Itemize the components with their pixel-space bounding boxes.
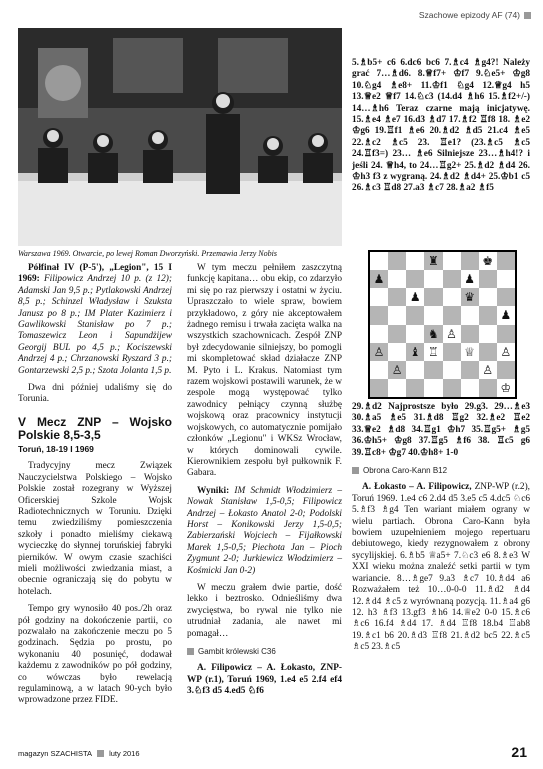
footer-square-icon xyxy=(97,750,104,757)
board-square: ♙ xyxy=(370,343,388,361)
paragraph-games: W meczu grałem dwie partie, dość lekko i beztrosko. Odnieśliśmy dwa zwycięstwa, bo rywal nie tylko nie utrudniał zadania, ale nawet mi pomagał… xyxy=(187,582,342,639)
board-square xyxy=(388,306,406,324)
board-square xyxy=(443,288,461,306)
historical-photo xyxy=(18,28,342,246)
board-square xyxy=(443,306,461,324)
section-subtitle: Toruń, 18-19 I 1969 xyxy=(18,443,94,454)
board-square xyxy=(388,325,406,343)
board-square xyxy=(388,288,406,306)
board-square: ♚ xyxy=(479,252,497,270)
board-square: ♖ xyxy=(424,343,442,361)
game-2-players: A. Łokasto – A. Filipowicz, xyxy=(362,482,472,493)
board-square xyxy=(461,306,479,324)
board-square xyxy=(406,361,424,379)
board-square xyxy=(406,325,424,343)
board-square: ♜ xyxy=(424,252,442,270)
footer-issue: luty 2016 xyxy=(109,749,140,758)
board-square xyxy=(388,270,406,288)
page-number: 21 xyxy=(511,744,527,760)
board-square xyxy=(443,343,461,361)
board-square: ♟ xyxy=(406,288,424,306)
column-3-top xyxy=(352,58,530,201)
board-square xyxy=(461,379,479,397)
board-square xyxy=(406,252,424,270)
column-3-bottom xyxy=(352,402,530,660)
header-square-icon xyxy=(524,12,531,19)
board-square xyxy=(497,325,515,343)
paragraph-match: Tradycyjny mecz Związek Nauczycielstwa Polskiego – Wojsko Polskie został rozegrany w Wyższej Oficerskiej Szkole Wojsk Radiotechnicznych w Toruniu. Dzięki temu zwiedziliśmy pomieszczenia szkoły i ponadto mieliśmy ciekawą wycieczkę do słynnej toruńskiej fabryki pierników. W owym czasie szachiści mieli możliwości zwiedzania miast, a obecnie ograniczają się do pobytu w hotelach. xyxy=(18,461,172,597)
board-square: ♙ xyxy=(443,325,461,343)
header-text: Szachowe epizody AF (74) xyxy=(418,10,520,20)
footer-magazine: magazyn SZACHISTA xyxy=(18,749,93,758)
game-2-opening: Obrona Caro-Kann B12 xyxy=(363,466,448,476)
board-square xyxy=(388,252,406,270)
paragraph-tempo: Tempo gry wynosiło 40 pos./2h oraz pół godziny na dokończenie partii, co pozwalało na zakończenie meczu po 5 godzinach. Sędzia po prostu, po wykonaniu 40 posunięć, dodawał każdemu z zawodników po pół godziny, co wówczas było rewelacją regulaminową, a w latach 90-ych było wprowadzone przez FIDE. xyxy=(18,604,172,706)
board-square xyxy=(479,288,497,306)
game-square-icon xyxy=(352,467,359,474)
board-square xyxy=(370,379,388,397)
board-square: ♞ xyxy=(424,325,442,343)
board-square xyxy=(424,361,442,379)
match-results xyxy=(187,486,342,577)
tournament-title: Półfinał IV (P-5'), „Legion", 15 I 1969: xyxy=(18,263,172,285)
board-square: ♙ xyxy=(479,361,497,379)
photo-illustration xyxy=(18,28,342,246)
game-1-info: ZNP-WP (r.1), Toruń 1969, 1.e4 e5 2.f4 ef4 3.♘f3 d5 4.ed5 ♘f6 xyxy=(187,663,343,697)
board-square: ♟ xyxy=(497,306,515,324)
board-square xyxy=(461,325,479,343)
results-label: Wyniki: xyxy=(197,485,230,496)
game-1-moves: 5.♗b5+ c6 6.dc6 bc6 7.♗c4 ♗g4?! Należy grać 7…♗d6. 8.♕f7+ ♔f7 9.♘e5+ ♔g8 10.♘g4 ♗e8+ 11.♔f1 ♘g4 12.♕g4 h5 13.♕e2 ♕f7 14.♘c3 (14.d4 ♗h6 15.♗f2+/-) 14…♗h6 Teraz czarne mają inicjatywę. 15.♗e4 ♗e7 16.d3 ♗d7 17.♗f2 ♖f8 18. ♗e2 ♔g6 19.♖f1 ♗e6 20.♗d2 ♗d5 21.c4 ♗e5 22.♗c2 ♗c5 23. ♖e1? (23.♗c5 ♗c5 24.♖f3=) 23… ♗e6 Silniejsze 23…♗h4!? i jeśli 24. ♕h4, to 24…♖g2+ 25.♗d2 ♗d4 26. ♔h3 f3 z wygraną. 24.♗d2 ♗d4+ 25.♔b1 c5 26.♗c3 ♖d8 27.a3 ♗c7 28.♗a2 ♗f5 xyxy=(352,58,530,194)
board-square xyxy=(443,361,461,379)
board-square xyxy=(497,288,515,306)
board-square xyxy=(388,343,406,361)
board-square xyxy=(497,252,515,270)
board-square xyxy=(443,252,461,270)
paragraph-torun: Dwa dni później udaliśmy się do Torunia. xyxy=(18,383,172,405)
board-square: ♙ xyxy=(497,343,515,361)
board-square xyxy=(479,306,497,324)
board-square xyxy=(479,325,497,343)
game-1-opening: Gambit królewski C36 xyxy=(198,647,276,656)
board-square xyxy=(424,379,442,397)
board-square xyxy=(406,306,424,324)
board-square xyxy=(461,252,479,270)
board-square xyxy=(443,270,461,288)
board-square xyxy=(461,361,479,379)
column-1 xyxy=(18,263,172,713)
board-square xyxy=(406,270,424,288)
board-square xyxy=(388,379,406,397)
board-square: ♟ xyxy=(370,270,388,288)
game-1-start xyxy=(187,663,342,697)
board-square: ♟ xyxy=(461,270,479,288)
board-square xyxy=(370,252,388,270)
footer xyxy=(18,749,140,758)
section-title: V Mecz ZNP – Wojsko Polskie 8,5-3,5 xyxy=(18,414,172,442)
game-1-header xyxy=(187,646,342,657)
photo-caption: Warszawa 1969. Otwarcie, po lewej Roman Dworzyński. Przemawia Jerzy Nobis xyxy=(18,249,277,258)
chess-diagram xyxy=(368,250,517,399)
board-square: ♝ xyxy=(406,343,424,361)
board-square xyxy=(479,379,497,397)
board-square xyxy=(479,343,497,361)
board-square xyxy=(424,306,442,324)
game-2-moves: ZNP-WP (r.2), Toruń 1969. 1.e4 c6 2.d4 d5 3.e5 c5 4.dc5 ♘c6 5.♗f3 ♗g4 Ten wariant miałem ograny w wielu partiach. Obrona Caro-Kann była bowiem uzupełnieniem mojego repertuaru debiutowego, kiedy rezygnowałem z obrony sycylijskiej. 6.♗b5 ♕a5+ 7.♘c3 e6 8.♗e3 W XXI wieku można znaleźć setki partii w tym wariancie. 8…♗ge7 9.a3 ♗c7 10.♗d4 a6 Rozważałem też 10…0-0-0 11.♗d2 ♗d4 12.♗d4 ♗c5 z wyrównaną pozycją. 11.♗a4 g6 12. h3 ♗f3 13.gf3 ♗h6 14.♕e2 0-0 15.♗c6 ♗c6 16.f4 ♗d4 17. ♗d4 ♖f8 18.b4 ♖ab8 19.♗c1 b6 20.♗d3 ♖f8 21.♗d2 bc5 22.♗c5 ♗c5 23.♗c5 xyxy=(352,482,530,653)
paragraph-captain: W tym meczu pełniłem zaszczytną funkcję kapitana… obu ekip, co zdarzyło mi się po raz pierwszy i ostatni w życiu. Upraszczało to wiele spraw, bowiem przykładowo, z góry nie akceptowałem żadnego remisu i trwała zacięta walka na wszystkich szachownicach. Zespół ZNP był zdecydowanie silniejszy, bo pomogli mi skompletować skład działacze ZNP M. Pyto i L. Krakus. Natomiast tym razem wojskowi postawili warunek, że w zespole mogą występować tylko zawodnicy pełniący czynną służbę wojskową oraz pracownicy instytucji wojskowych, co automatycznie pomijało członków „Legionu" i WKSz Wrocław, w których dominowali cywile. Kierownikiem zespołu był pułkownik F. Gabara. xyxy=(187,263,342,479)
board-square xyxy=(497,270,515,288)
board-square xyxy=(406,379,424,397)
board-square xyxy=(424,270,442,288)
board-square xyxy=(479,270,497,288)
board-square xyxy=(424,288,442,306)
board-square xyxy=(370,288,388,306)
results-text: IM Schmidt Włodzimierz – Nowak Stanisław 1,5-0,5; Filipowicz Andrzej – Łokasto Anatol 2-0; Podolski Horst – Konikowski Jerzy 1,5-0,5; Zabierzański Wojciech – Fijałkowski Marek 1,5-0,5; Piechota Jan – Pioch Zygmunt 2-0; Jurkiewicz Włodzimierz – Kośmicki Jan 0-2) xyxy=(187,485,342,576)
board-square xyxy=(497,361,515,379)
board-square xyxy=(370,361,388,379)
tournament-results xyxy=(18,263,172,377)
board-square xyxy=(443,379,461,397)
board-square: ♕ xyxy=(461,343,479,361)
game-1-finish: 29.♗d2 Najprostsze było 29.g3. 29…♗e3 30.♗a5 ♗e5 31.♗d8 ♖g2 32.♗e2 ♖e2 33.♕e2 ♗d8 34.♖g1 ♔h7 35.♖g5+ ♗g5 36.♔h5+ ♔g8 37.♖g5 ♗f6 38. ♖c5 g6 39.♖c8+ ♔g7 40.♔h8+ 1-0 xyxy=(352,402,530,458)
game-square-icon xyxy=(187,648,194,655)
board-square xyxy=(370,325,388,343)
game-2-header xyxy=(352,465,530,476)
board-square: ♙ xyxy=(388,361,406,379)
tournament-standings: Filipowicz Andrzej 10 p. (z 12); Adamski Jan 9,5 p.; Pytlakowski Andrzej 8,5 p.; Schinzel Władysław i Szuksta Janusz po 8 p.; IM Plater Kazimierz i Gawlikowski Stanisław po 7 p.; Tomaszewicz Leon i Sapundżijew Georgij BUL po 4,5 p.; Kociszewski Andrzej 4 p.; Chrzanowski Ryszard 3 p.; Gontarzewski 2,5 p.; Szota Jolanta 1,5 p. xyxy=(18,274,172,376)
board-square xyxy=(370,306,388,324)
board-square: ♔ xyxy=(497,379,515,397)
running-header xyxy=(419,10,531,20)
board-square: ♛ xyxy=(461,288,479,306)
column-2 xyxy=(187,263,342,704)
game-1-players: A. Filipowicz – A. Łokasto, xyxy=(197,663,316,674)
game-2-text xyxy=(352,482,530,653)
